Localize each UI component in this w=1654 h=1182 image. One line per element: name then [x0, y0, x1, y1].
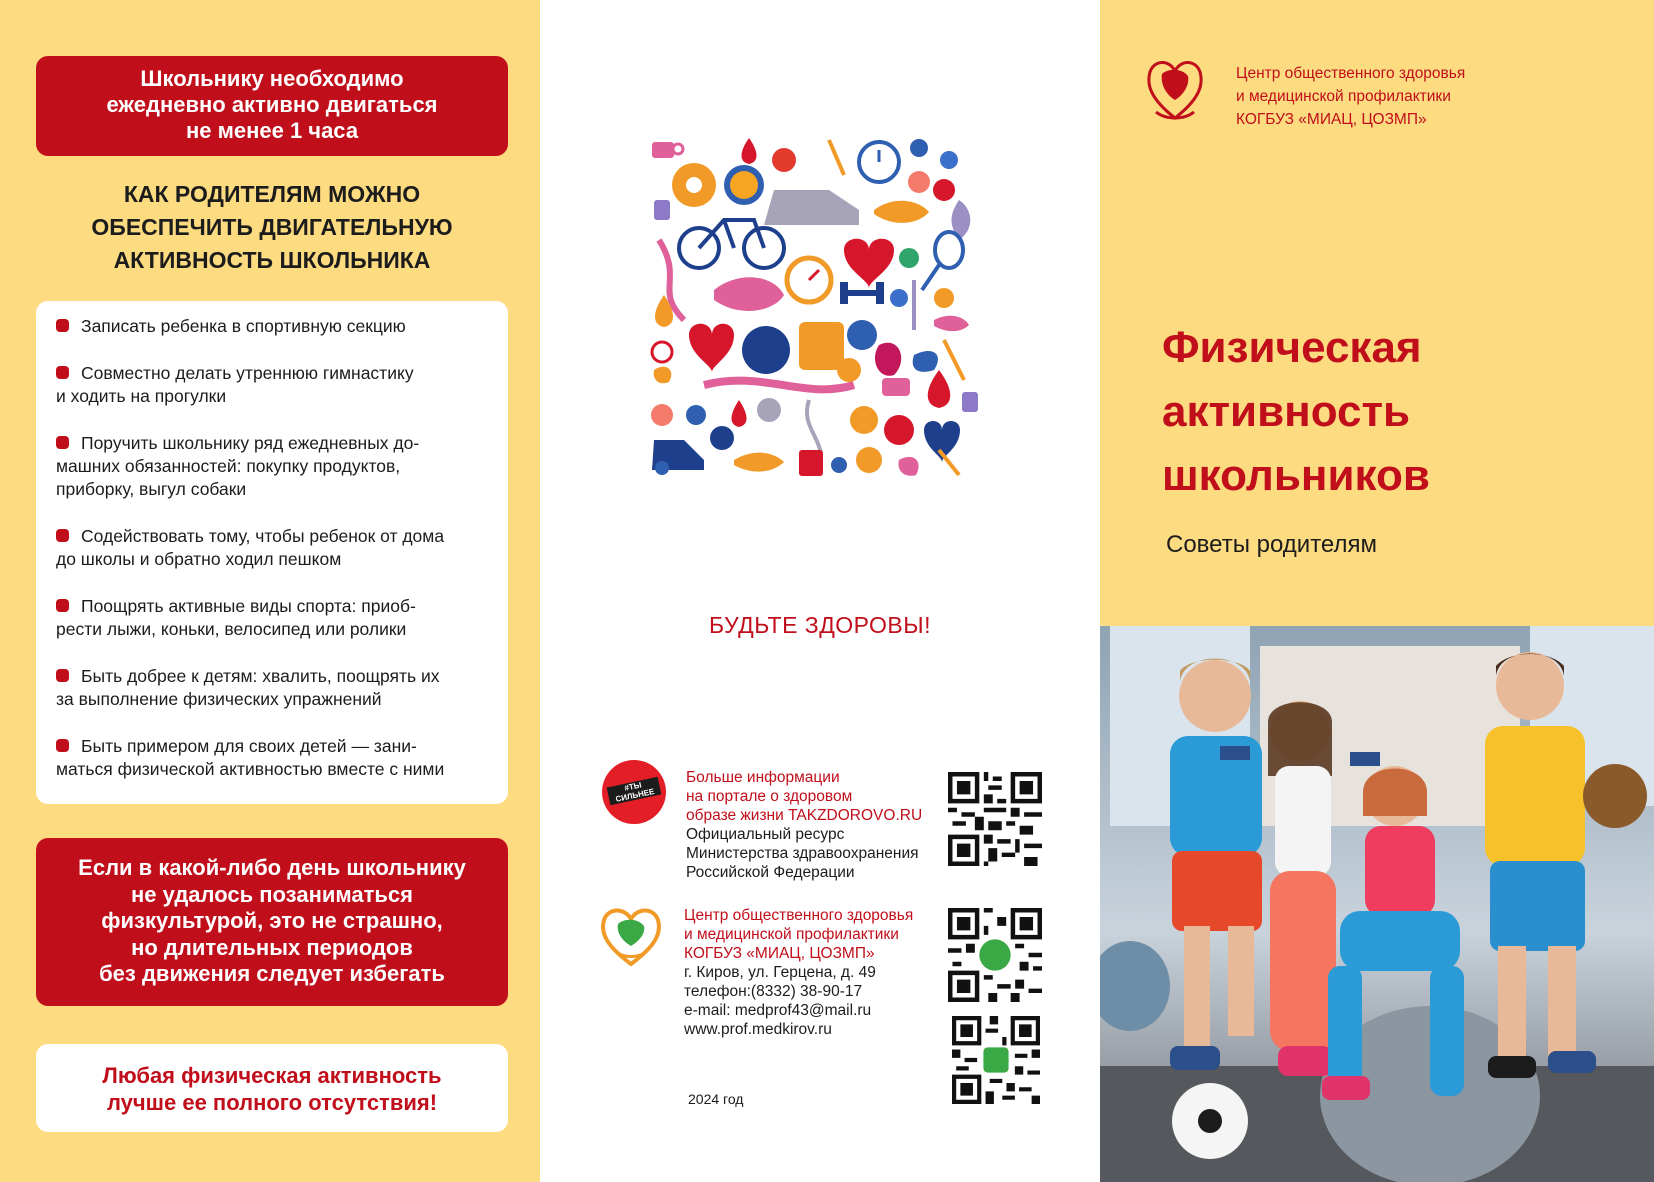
fish-icon — [734, 453, 784, 472]
org-name-line-2: и медицинской профилактики — [1236, 88, 1451, 105]
email[interactable]: e-mail: medprof43@mail.ru — [684, 1002, 872, 1019]
info-line: Министерства здравоохранения — [686, 845, 919, 862]
title-line-1: Физическая — [1162, 323, 1422, 372]
info-line: Центр общественного здоровья — [684, 907, 914, 924]
bullet-icon — [56, 669, 69, 682]
info-line: Официальный ресурс — [686, 826, 845, 843]
inactivity-line: не удалось позаниматься — [131, 881, 413, 907]
website[interactable]: www.prof.medkirov.ru — [684, 1021, 832, 1038]
tomato-icon — [772, 148, 796, 172]
first-aid-icon — [799, 450, 823, 476]
info-line: Больше информации — [686, 769, 840, 786]
leaf-icon — [898, 457, 918, 476]
fish-icon — [874, 201, 929, 223]
inactivity-line: но длительных периодов — [131, 934, 413, 960]
daily-activity-line-3: не менее 1 часа — [185, 118, 359, 143]
wheat-icon — [944, 340, 964, 380]
ball-icon — [890, 289, 908, 307]
info-line: и медицинской профилактики — [684, 926, 899, 943]
right-panel — [1100, 0, 1654, 1182]
org-name — [1236, 62, 1465, 131]
tennis-ball-icon — [899, 248, 919, 268]
daily-activity-line-2: ежедневно активно двигаться — [106, 92, 438, 117]
inactivity-line: физкультурой, это не страшно, — [101, 908, 443, 933]
soccer-ball-icon — [710, 426, 734, 450]
fish-icon — [714, 277, 784, 311]
bullet-icon — [56, 436, 69, 449]
bicycle-icon — [679, 220, 784, 268]
tennis-ball-icon — [757, 398, 781, 422]
tip-text: приборку, выгул собаки — [56, 479, 247, 499]
title-line-3: школьников — [1162, 451, 1430, 500]
leaf-icon — [654, 367, 672, 383]
tip-item — [56, 315, 492, 338]
tip-text: Содействовать тому, чтобы ребенок от дома — [81, 526, 445, 546]
takzdorovo-info — [686, 768, 922, 882]
tip-item — [56, 595, 492, 641]
tip-text: Совместно делать утреннюю гимнастику — [81, 363, 414, 383]
tip-text: Записать ребенка в спортивную секцию — [81, 316, 406, 336]
orange-slice-icon — [724, 165, 764, 205]
wheat-icon — [939, 450, 959, 475]
stopwatch-icon — [652, 342, 672, 362]
bottle-icon — [654, 200, 670, 220]
tip-item — [56, 362, 492, 408]
daily-activity-line-1: Школьнику необходимо — [140, 66, 404, 91]
orange-icon — [934, 288, 954, 308]
phone: телефон:(8332) 38-90-17 — [684, 983, 863, 1000]
leaf-icon — [913, 351, 938, 372]
bullet-icon — [56, 319, 69, 332]
bullet-icon — [56, 599, 69, 612]
tips-list — [36, 301, 508, 804]
badge-text: #ТЫ СИЛЬНЕЕ — [607, 777, 662, 805]
takzdorovo-badge — [602, 760, 666, 824]
bullet-icon — [56, 529, 69, 542]
apple-icon — [884, 415, 914, 445]
timer-icon — [787, 258, 831, 302]
tip-text: Быть примером для своих детей — зани- — [81, 736, 417, 756]
qr-code-site[interactable] — [952, 1016, 1040, 1104]
parents-heading — [36, 178, 508, 277]
ham-icon — [875, 343, 901, 376]
address: г. Киров, ул. Герцена, д. 49 — [684, 964, 876, 981]
org-name-line-3: КОГБУЗ «МИАЦ, ЦОЗМП» — [1236, 111, 1427, 128]
tip-item — [56, 735, 492, 781]
apple-icon — [847, 320, 877, 350]
tip-text: до школы и обратно ходил пешком — [56, 549, 342, 569]
health-icons-collage — [644, 130, 994, 480]
soccer-ball-icon — [672, 163, 716, 207]
any-activity-box — [36, 1044, 508, 1132]
title-line-2: активность — [1162, 387, 1411, 436]
scales-icon — [799, 322, 844, 370]
inactivity-line: без движения следует избегать — [99, 961, 445, 986]
tip-text: рести лыжи, коньки, велосипед или ролики — [56, 619, 407, 639]
bullet-icon — [56, 366, 69, 379]
tip-item — [56, 432, 492, 501]
cup-icon — [882, 378, 910, 396]
org-name-line-1: Центр общественного здоровья — [1236, 65, 1466, 82]
tip-text: машних обязанностей: покупку продуктов, — [56, 456, 401, 476]
daily-activity-box — [36, 56, 508, 156]
tip-text: Быть добрее к детям: хвалить, поощрять их — [81, 666, 440, 686]
parents-heading-line-1: КАК РОДИТЕЛЯМ МОЖНО — [123, 181, 421, 207]
wheat-icon — [829, 140, 844, 175]
dumbbell-icon — [840, 282, 884, 304]
kids-photo — [1100, 626, 1654, 1182]
info-line: на портале о здоровом — [686, 788, 853, 805]
fish-icon — [934, 316, 969, 331]
info-line: Российской Федерации — [686, 864, 855, 881]
tomato-icon — [856, 447, 882, 473]
heart-icon — [689, 324, 734, 372]
tip-item — [56, 525, 492, 571]
bullet-icon — [56, 739, 69, 752]
sneaker-icon — [764, 190, 859, 225]
heart-icon — [844, 239, 894, 288]
tip-text: за выполнение физических упражнений — [56, 689, 382, 709]
basketball-icon — [742, 326, 790, 374]
tennis-racket-icon — [922, 232, 963, 290]
orange-slice-icon — [651, 404, 673, 426]
main-title — [1162, 316, 1430, 508]
subtitle: Советы родителям — [1166, 531, 1377, 558]
info-line: КОГБУЗ «МИАЦ, ЦОЗМП» — [684, 945, 875, 962]
ball-icon — [831, 457, 847, 473]
center-contacts — [684, 906, 913, 1039]
measuring-tape-icon — [704, 381, 854, 390]
inactivity-line: Если в какой-либо день школьнику — [78, 855, 466, 880]
ball-icon — [686, 405, 706, 425]
no-long-inactivity-box — [36, 838, 508, 1006]
drop-icon — [732, 400, 747, 427]
grapefruit-icon — [908, 171, 930, 193]
info-line: образе жизни TAKZDOROVO.RU — [686, 807, 923, 824]
orange-slice-icon — [850, 406, 878, 434]
cup-icon — [652, 142, 683, 158]
tip-text: Поощрять активные виды спорта: приоб- — [81, 596, 416, 616]
any-activity-line-2: лучше ее полного отсутствия! — [106, 1090, 438, 1115]
tip-text: Поручить школьнику ряд ежедневных до- — [81, 433, 420, 453]
drop-icon — [742, 138, 757, 164]
middle-panel — [540, 0, 1100, 1182]
ball-icon — [910, 139, 928, 157]
any-activity-line-1: Любая физическая активность — [102, 1063, 442, 1088]
tip-text: маться физической активностью вместе с ними — [56, 759, 445, 779]
left-panel — [0, 0, 540, 1182]
parents-heading-line-3: АКТИВНОСТЬ ШКОЛЬНИКА — [113, 247, 431, 273]
qr-code-takzdorovo[interactable] — [948, 772, 1042, 866]
tip-text: и ходить на прогулки — [56, 386, 227, 406]
tennis-ball-icon — [940, 151, 958, 169]
center-logo-icon — [598, 902, 664, 968]
bottle-icon — [962, 392, 978, 412]
tip-item — [56, 665, 492, 711]
year-text: 2024 год — [688, 1091, 744, 1107]
ball-icon — [655, 461, 669, 475]
apple-icon — [933, 179, 955, 201]
qr-code-center[interactable] — [948, 908, 1042, 1002]
stopwatch-icon — [859, 142, 899, 182]
parents-heading-line-2: ОБЕСПЕЧИТЬ ДВИГАТЕЛЬНУЮ — [91, 214, 453, 240]
heart-logo-icon — [1144, 54, 1206, 126]
drop-icon — [928, 370, 951, 408]
tomato-icon — [837, 358, 861, 382]
be-healthy-text: БУДЬТЕ ЗДОРОВЫ! — [709, 612, 931, 638]
